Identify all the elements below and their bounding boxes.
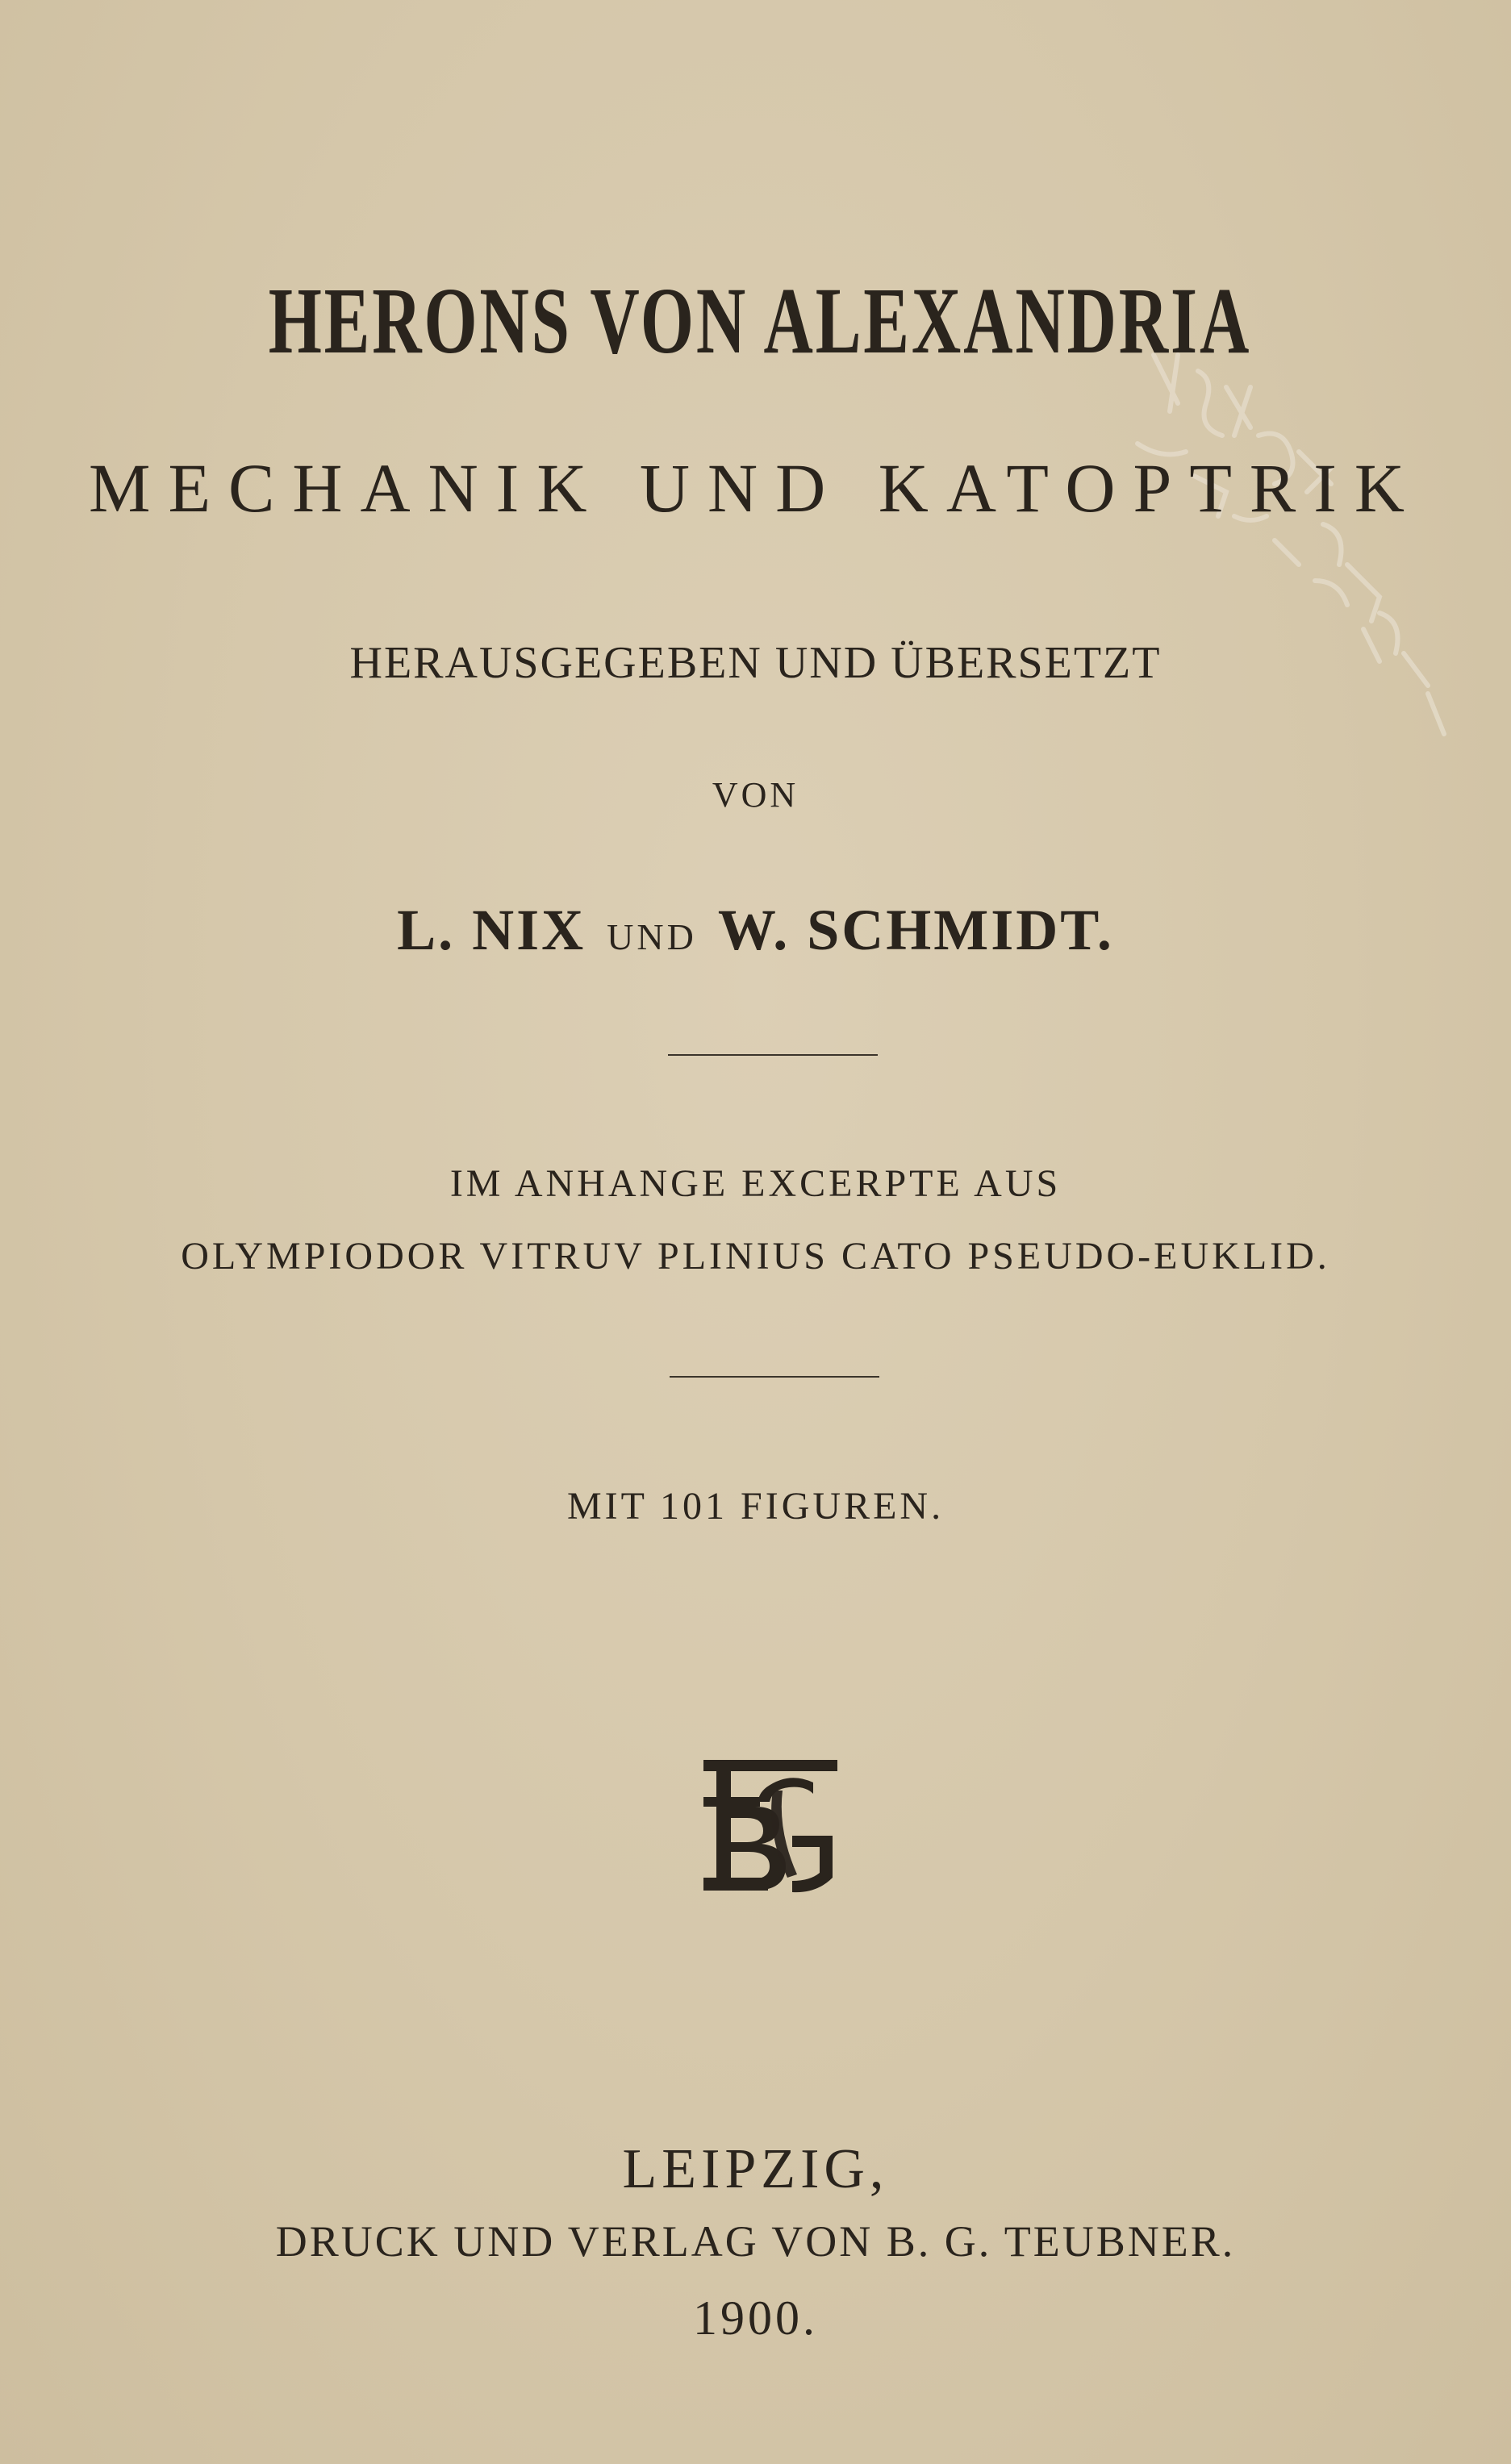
book-subtitle: MECHANIK UND KATOPTRIK <box>89 449 1422 527</box>
book-title: HERONS VON ALEXANDRIA <box>268 268 1252 373</box>
editorial-statement: HERAUSGEGEBEN UND ÜBERSETZT <box>349 638 1162 688</box>
author-first: L. NIX <box>397 898 586 962</box>
divider-rule <box>670 1376 879 1378</box>
imprint-city: LEIPZIG, <box>622 2138 889 2200</box>
library-stamp <box>1121 323 1509 774</box>
publisher-monogram-logo <box>702 1758 839 1895</box>
authors <box>0 897 1511 964</box>
author-second: W. SCHMIDT. <box>717 898 1114 962</box>
appendix-line-1: IM ANHANGE EXCERPTE AUS <box>449 1162 1062 1205</box>
appendix-line-2: OLYMPIODOR VITRUV PLINIUS CATO PSEUDO-EUKLID. <box>181 1235 1330 1278</box>
figures-note: MIT 101 FIGUREN. <box>566 1485 945 1528</box>
author-conjunction: UND <box>607 916 697 957</box>
by-word: VON <box>712 775 799 815</box>
divider-rule <box>668 1054 878 1056</box>
imprint-publisher: DRUCK UND VERLAG VON B. G. TEUBNER. <box>275 2217 1236 2266</box>
imprint-year: 1900. <box>693 2291 818 2345</box>
